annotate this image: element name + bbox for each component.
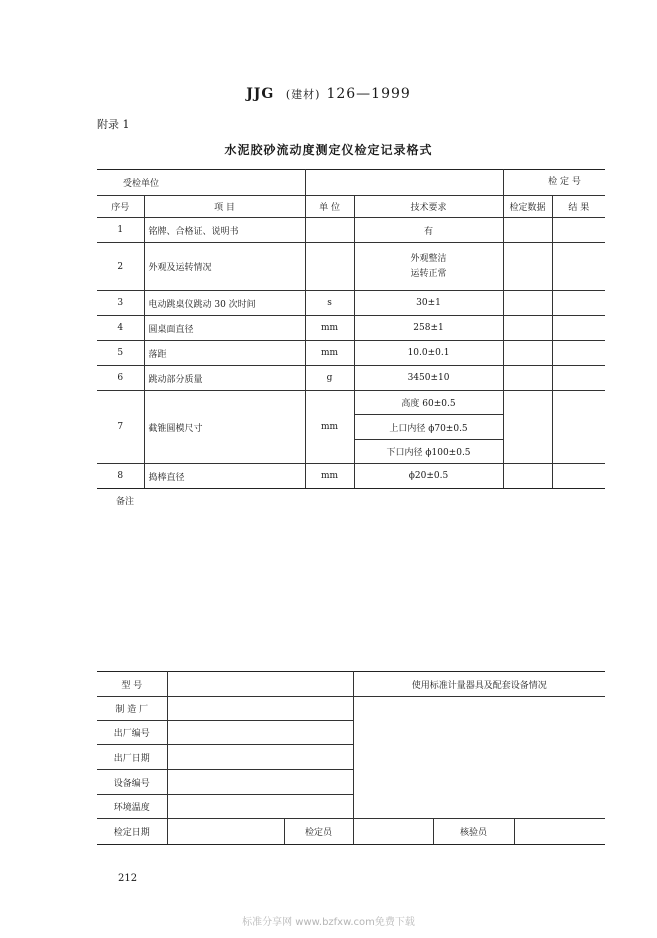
page-number: 212 [118,873,138,884]
table-row [97,391,605,415]
row-data [503,218,552,243]
row-req: ϕ20±0.5 [354,464,503,489]
row-item: 圆桌面直径 [144,316,305,341]
row-data [503,291,552,316]
row-no: 5 [97,341,144,366]
row-unit: mm [305,464,354,489]
row-result [552,366,605,391]
row-req: 10.0±0.1 [354,341,503,366]
row-item: 铭牌、合格证、说明书 [144,218,305,243]
record-title: 水泥胶砂流动度测定仪检定记录格式 [224,143,433,157]
env-temp-value [167,795,353,819]
row-req: 3450±10 [354,366,503,391]
row-result [552,316,605,341]
row-data [503,366,552,391]
row-item: 电动跳桌仪跳动 30 次时间 [144,291,305,316]
row-unit: mm [305,341,354,366]
col-header-req: 技术要求 [354,196,503,218]
row-unit: s [305,291,354,316]
row-req: 258±1 [354,316,503,341]
row-unit [305,218,354,243]
row-data [503,464,552,489]
equipment-table [97,671,605,845]
model-value [167,672,353,697]
factory-no-value [167,721,353,745]
table-row [97,243,605,291]
table-row [97,464,605,489]
row-no: 4 [97,316,144,341]
col-header-unit: 单 位 [305,196,354,218]
col-header-item: 项 目 [144,196,305,218]
standard-equipment-area [353,697,605,819]
row-req: 30±1 [354,291,503,316]
row-unit: mm [305,316,354,341]
table-row [97,316,605,341]
factory-date-value [167,745,353,770]
row-result [552,243,605,291]
maker-label: 制 造 厂 [97,697,167,721]
cert-no-label: 检 定 号 [503,170,605,196]
col-header-result: 结 果 [552,196,605,218]
row-unit: g [305,366,354,391]
row-result [552,464,605,489]
inspected-unit-value [305,170,503,196]
env-temp-label: 环境温度 [97,795,167,819]
row-no: 3 [97,291,144,316]
row-result [552,218,605,243]
row-item: 跳动部分质量 [144,366,305,391]
row-no: 7 [97,391,144,464]
verify-date-label: 检定日期 [97,819,167,845]
notes-label: 备注 [116,497,135,507]
verifier-label: 检定员 [284,819,353,845]
row-data [503,391,552,464]
row-result [552,341,605,366]
inspected-unit-label: 受检单位 [97,170,305,196]
row-no: 6 [97,366,144,391]
table-row [97,341,605,366]
factory-no-label: 出厂编号 [97,721,167,745]
row-item: 落距 [144,341,305,366]
row-req: 有 [354,218,503,243]
model-label: 型 号 [97,672,167,697]
device-no-label: 设备编号 [97,770,167,795]
verifier-value [353,819,433,845]
standard-equipment-header: 使用标准计量器具及配套设备情况 [353,672,605,697]
row-no: 8 [97,464,144,489]
standard-dept: (建材) [285,88,321,101]
row-req: 外观整洁 运转正常 [354,243,503,291]
device-no-value [167,770,353,795]
document-header [0,86,657,102]
row-req: 高度 60±0.5 [354,391,503,415]
verify-date-value [167,819,284,845]
row-item: 捣棒直径 [144,464,305,489]
row-data [503,316,552,341]
row-result [552,391,605,464]
row-item: 截锥圆模尺寸 [144,391,305,464]
row-req: 下口内径 ϕ100±0.5 [354,440,503,464]
row-result [552,291,605,316]
row-unit [305,243,354,291]
row-data [503,341,552,366]
standard-number: 126—1999 [326,86,411,102]
table-row [97,291,605,316]
checker-value [514,819,605,845]
standard-code: JJG [246,86,275,102]
row-unit: mm [305,391,354,464]
row-no: 2 [97,243,144,291]
table-row [97,366,605,391]
col-header-data: 检定数据 [503,196,552,218]
row-no: 1 [97,218,144,243]
record-table [97,169,605,489]
watermark-footer: 标准分享网 www.bzfxw.com免费下载 [242,917,415,928]
appendix-label: 附录 1 [97,118,130,131]
table-row [97,218,605,243]
maker-value [167,697,353,721]
factory-date-label: 出厂日期 [97,745,167,770]
col-header-no: 序号 [97,196,144,218]
row-data [503,243,552,291]
checker-label: 核验员 [433,819,514,845]
row-item: 外观及运转情况 [144,243,305,291]
row-req: 上口内径 ϕ70±0.5 [354,415,503,440]
